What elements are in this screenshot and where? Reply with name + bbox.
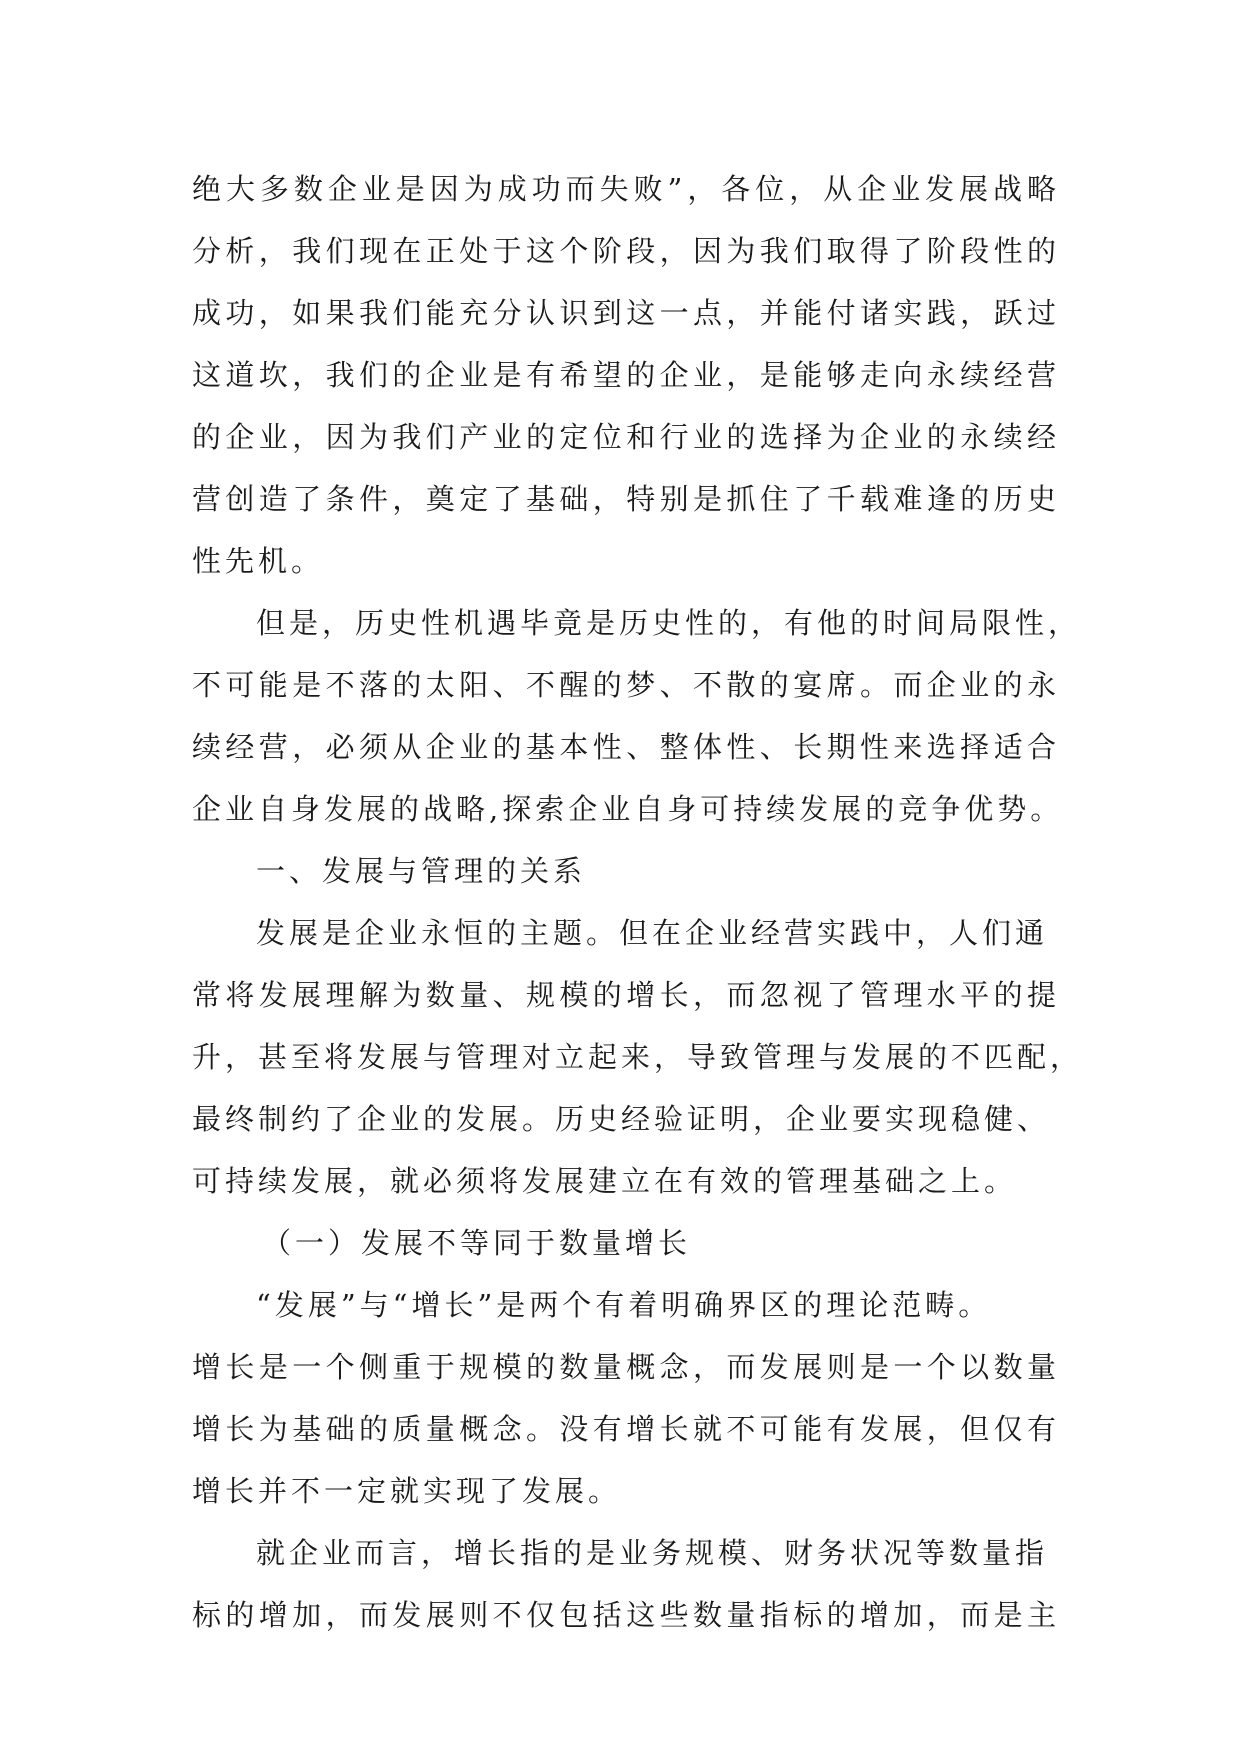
text-line: 企业自身发展的战略,探索企业自身可持续发展的竞争优势。 [192,792,1064,826]
text-line: 最终制约了企业的发展。历史经验证明，企业要实现稳健、 [192,1102,1051,1136]
paragraph-first-line: 但是，历史性机遇毕竟是历史性的，有他的时间局限性， [256,606,1082,640]
text-line: 性先机。 [192,544,325,578]
section-heading: 一、发展与管理的关系 [256,854,587,888]
text-line: 增长是一个侧重于规模的数量概念，而发展则是一个以数量 [192,1350,1060,1384]
paragraph-first-line: “发展”与“增长”是两个有着明确界区的理论范畴。 [256,1288,992,1322]
document-body [192,158,1084,1646]
text-line: 不可能是不落的太阳、不醒的梦、不散的宴席。而企业的永 [192,668,1060,702]
text-line: 这道坎，我们的企业是有希望的企业，是能够走向永续经营 [192,358,1060,392]
subsection-heading: （一）发展不等同于数量增长 [262,1226,692,1260]
text-line: 绝大多数企业是因为成功而失败”，各位，从企业发展战略 [192,172,1060,206]
text-line: 分析，我们现在正处于这个阶段，因为我们取得了阶段性的 [192,234,1060,268]
paragraph-first-line: 就企业而言，增长指的是业务规模、财务状况等数量指 [256,1536,1049,1570]
text-line: 营创造了条件，奠定了基础，特别是抓住了千载难逢的历史 [192,482,1060,516]
text-line: 增长为基础的质量概念。没有增长就不可能有发展，但仅有 [192,1412,1060,1446]
text-line: 升，甚至将发展与管理对立起来，导致管理与发展的不匹配， [192,1040,1084,1074]
text-line: 标的增加，而发展则不仅包括这些数量指标的增加，而是主 [192,1598,1060,1632]
text-line: 可持续发展，就必须将发展建立在有效的管理基础之上。 [192,1164,1018,1198]
text-line: 的企业，因为我们产业的定位和行业的选择为企业的永续经 [192,420,1060,454]
text-line: 增长并不一定就实现了发展。 [192,1474,622,1508]
paragraph-first-line: 发展是企业永恒的主题。但在企业经营实践中，人们通 [256,916,1049,950]
text-line: 成功，如果我们能充分认识到这一点，并能付诸实践，跃过 [192,296,1060,330]
text-line: 常将发展理解为数量、规模的增长，而忽视了管理水平的提 [192,978,1060,1012]
text-line: 续经营，必须从企业的基本性、整体性、长期性来选择适合 [192,730,1060,764]
